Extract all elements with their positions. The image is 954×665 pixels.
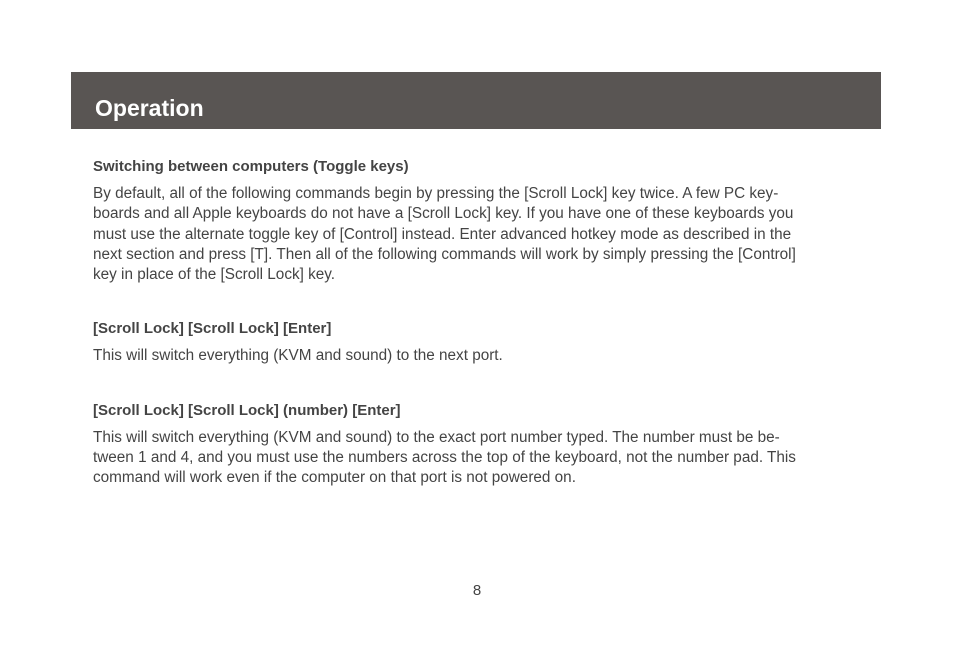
section-header-bar [71, 72, 881, 129]
paragraph-line: By default, all of the following commands begin by pressing the [Scroll Lock] key twice. A few PC key- [93, 185, 779, 202]
paragraph-line: boards and all Apple keyboards do not have a [Scroll Lock] key. If you have one of these keyboards you [93, 205, 794, 223]
paragraph-line: tween 1 and 4, and you must use the numbers across the top of the keyboard, not the number pad. This [93, 449, 796, 467]
section-paragraph [93, 428, 865, 489]
section-paragraph [93, 346, 865, 366]
section-paragraph [93, 184, 865, 285]
section-heading: [Scroll Lock] [Scroll Lock] [Enter] [93, 320, 332, 338]
page-title: Operation [95, 95, 204, 121]
paragraph-line: This will switch everything (KVM and sound) to the exact port number typed. The number must be be- [93, 428, 780, 446]
section-heading: Switching between computers (Toggle keys) [93, 158, 409, 175]
paragraph-line: This will switch everything (KVM and sound) to the next port. [93, 347, 503, 365]
document-content [93, 157, 865, 489]
paragraph-line: command will work even if the computer on that port is not powered on. [93, 469, 576, 487]
paragraph-line: key in place of the [Scroll Lock] key. [93, 266, 336, 284]
section-next-port [93, 319, 865, 366]
section-port-number [93, 401, 865, 489]
paragraph-line: must use the alternate toggle key of [Control] instead. Enter advanced hotkey mode as described in the [93, 225, 792, 243]
section-toggle-keys [93, 157, 865, 285]
page-number: 8 [472, 582, 482, 599]
paragraph-line: next section and press [T]. Then all of the following commands will work by simply pressing the [Control] [93, 245, 796, 263]
section-heading: [Scroll Lock] [Scroll Lock] (number) [Enter] [93, 401, 401, 419]
